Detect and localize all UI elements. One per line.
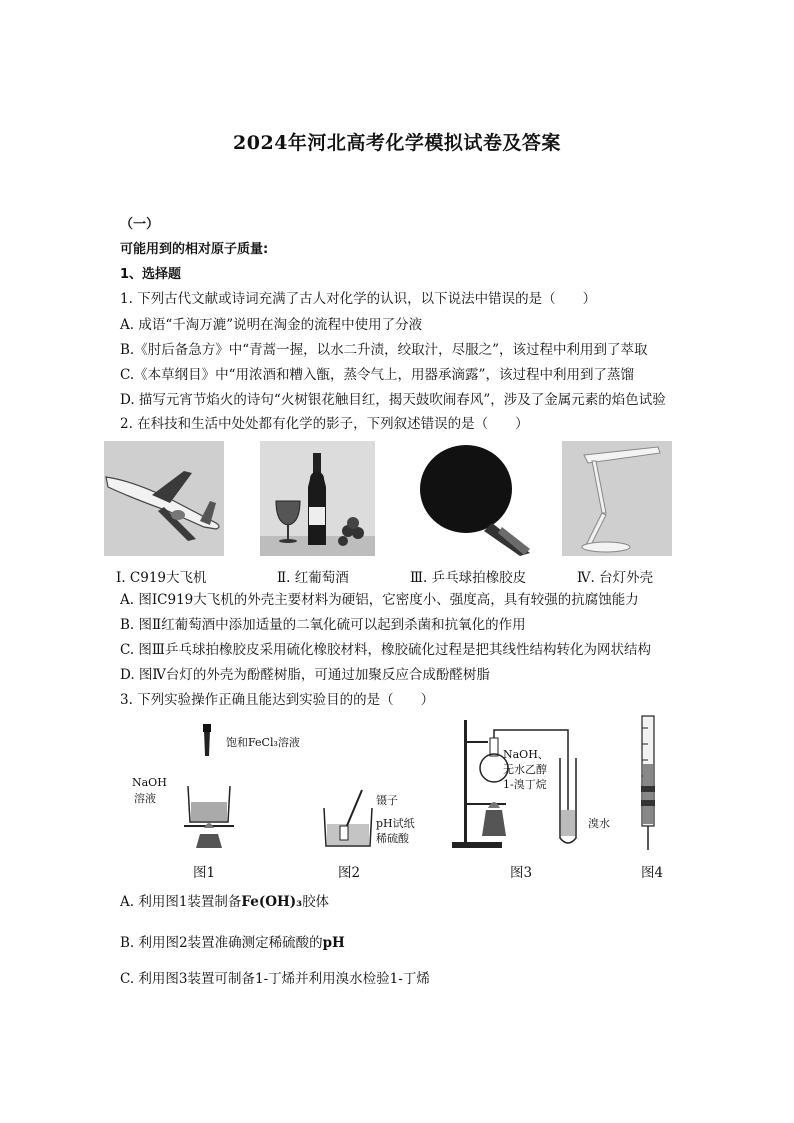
fig1-caption: 图1 xyxy=(193,865,216,881)
fig3-label-bromine-water: 溴水 xyxy=(588,817,610,830)
fig4-caption: 图4 xyxy=(641,865,664,881)
q2-option-a: A. 图ⅠC919大飞机的外壳主要材料为硬铝，它密度小、强度高，具有较强的抗腐蚀能力 xyxy=(120,592,639,608)
fig3-label-bromobutane: 1-溴丁烷 xyxy=(503,778,547,791)
q3-option-a-formula: Fe(OH)₃ xyxy=(241,894,303,910)
page-title: 2024年河北高考化学模拟试卷及答案 xyxy=(233,132,561,154)
q1-option-d: D. 描写元宵节焰火的诗句“火树银花触目红，揭天鼓吹闹春风”，涉及了金属元素的焰色试验 xyxy=(120,392,666,408)
q3-option-b xyxy=(120,934,345,952)
fig1-label-naoh: NaOH xyxy=(132,776,167,789)
figure-4-burette xyxy=(636,714,664,854)
fig3-label-ethanol: 无水乙醇 xyxy=(503,763,547,776)
fig1-label-fecl3: 饱和FeCl₃溶液 xyxy=(226,736,300,749)
atomic-mass-heading: 可能用到的相对原子质量: xyxy=(120,242,269,257)
q1-stem: 1. 下列古代文献或诗词充满了古人对化学的认识，以下说法中错误的是（ ） xyxy=(120,291,597,307)
q3-option-c: C. 利用图3装置可制备1-丁烯并利用溴水检验1-丁烯 xyxy=(120,971,430,987)
q2-option-d: D. 图Ⅳ台灯的外壳为酚醛树脂，可通过加聚反应合成酚醛树脂 xyxy=(120,667,490,683)
q1-option-b: B.《肘后备急方》中“青蒿一握，以水二升渍，绞取汁，尽服之”，该过程中利用到了萃取 xyxy=(120,342,648,358)
fig2-label-acid: 稀硫酸 xyxy=(376,832,409,845)
q1-option-c: C.《本草纲目》中“用浓酒和糟入甑，蒸令气上，用器承滴露”，该过程中利用到了蒸馏 xyxy=(120,367,634,383)
fig2-caption: 图2 xyxy=(338,865,361,881)
wine-image xyxy=(260,441,375,556)
q3-option-a-text: A. 利用图1装置制备 xyxy=(120,894,242,910)
section-label: （一） xyxy=(120,217,160,232)
caption-airplane: Ⅰ. C919大飞机 xyxy=(116,570,207,586)
fig3-label-naoh: NaOH、 xyxy=(503,748,549,761)
fig2-label-tweezers: 镊子 xyxy=(376,794,398,807)
q3-option-a-suffix: 胶体 xyxy=(302,894,330,910)
caption-lamp: Ⅳ. 台灯外壳 xyxy=(577,570,654,586)
caption-wine: Ⅱ. 红葡萄酒 xyxy=(277,570,349,586)
part-heading: 1、选择题 xyxy=(120,267,182,282)
fig1-label-solution: 溶液 xyxy=(134,792,156,805)
fig3-caption: 图3 xyxy=(510,865,533,881)
paddle-image xyxy=(410,441,535,556)
q3-option-a xyxy=(120,893,329,911)
fig2-label-ph-paper: pH试纸 xyxy=(376,817,415,830)
q2-stem: 2. 在科技和生活中处处都有化学的影子，下列叙述错误的是（ ） xyxy=(120,416,529,432)
airplane-image xyxy=(104,441,224,556)
lamp-image xyxy=(562,441,672,556)
q3-stem: 3. 下列实验操作正确且能达到实验目的的是（ ） xyxy=(120,692,435,708)
q3-option-b-text: B. 利用图2装置准确测定稀硫酸的 xyxy=(120,935,323,951)
q2-option-b: B. 图Ⅱ红葡萄酒中添加适量的二氧化硫可以起到杀菌和抗氧化的作用 xyxy=(120,617,526,633)
q3-option-b-formula: pH xyxy=(322,935,345,951)
q1-option-a: A. 成语“千淘万漉”说明在淘金的流程中使用了分液 xyxy=(120,317,423,333)
caption-paddle: Ⅲ. 乒乓球拍橡胶皮 xyxy=(410,570,527,586)
q2-option-c: C. 图Ⅲ乒乓球拍橡胶皮采用硫化橡胶材料，橡胶硫化过程是把其线性结构转化为网状结构 xyxy=(120,642,651,658)
